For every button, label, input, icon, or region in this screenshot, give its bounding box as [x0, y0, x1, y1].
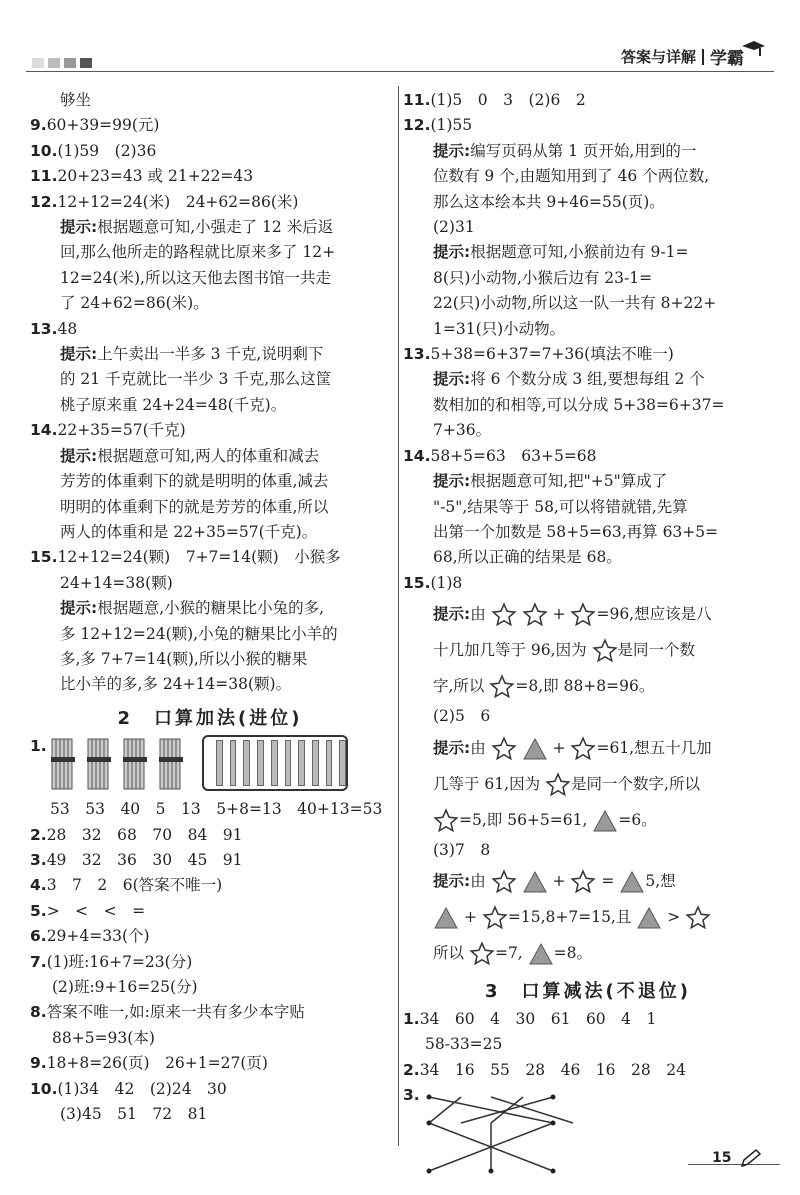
question-number: 15. — [30, 548, 58, 567]
question-number: 15. — [403, 573, 431, 592]
answer-text: (1)8 — [430, 573, 463, 592]
question-number: 3. — [403, 1086, 420, 1105]
question-number: 7. — [30, 952, 47, 971]
answer-text: 12+12=24(颗) 7+7=14(颗) 小猴多 — [57, 548, 341, 567]
hint-text: 明明的体重剩下的就是芳芳的体重,所以 — [60, 497, 329, 516]
question-number: 14. — [403, 446, 431, 465]
answer-text: 88+5=93(本) — [52, 1028, 155, 1047]
hint-text: 两人的体重和是 22+35=57(千克)。 — [60, 522, 318, 541]
triangle-icon — [592, 809, 618, 833]
star-icon — [482, 905, 508, 931]
star-icon — [491, 869, 517, 895]
page-number: 15 — [712, 1150, 732, 1166]
question-number: 8. — [30, 1003, 47, 1022]
header-decoration — [32, 58, 92, 68]
hint-label: 提示: — [60, 218, 98, 237]
triangle-icon — [522, 737, 548, 761]
hint-label: 提示: — [433, 871, 471, 890]
star-icon — [491, 602, 517, 628]
answer-line: 够坐 — [60, 91, 92, 109]
hint-text: 桃子原来重 24+24=48(千克)。 — [60, 395, 287, 414]
hint-text: 由 — [470, 605, 486, 624]
hint-text: 8(只)小动物,小猴后边有 23-1= — [433, 268, 653, 287]
column-divider — [398, 86, 399, 1146]
star-icon — [592, 638, 618, 664]
hint-text: 是同一个数 — [617, 641, 696, 660]
stick-bundle-icon — [86, 737, 112, 791]
answer-text: 答案不唯一,如:原来一共有多少本字贴 — [46, 1003, 305, 1022]
stick-bundle-icon — [122, 737, 148, 791]
triangle-icon — [619, 870, 645, 894]
question-number: 10. — [30, 1079, 58, 1098]
stick-bundle-icon — [158, 737, 184, 791]
hint-label: 提示: — [433, 605, 471, 624]
hint-text: =8。 — [553, 943, 593, 962]
answer-text: (3)45 51 72 81 — [60, 1105, 208, 1124]
stick-bundle-icon — [50, 737, 76, 791]
hint-text: 那么这本绘本共 9+46=55(页)。 — [433, 192, 665, 211]
answer-text: 12+12=24(米) 24+62=86(米) — [57, 192, 299, 211]
question-number: 4. — [30, 876, 47, 895]
question-number: 12. — [30, 192, 58, 211]
star-icon — [545, 772, 571, 798]
hint-text: 根据题意可知,小强走了 12 米后返 — [97, 218, 334, 237]
header-rule — [26, 71, 774, 72]
answer-text: (2)班:9+16=25(分) — [52, 978, 198, 996]
section-title: 2 口算加法(进位) — [117, 707, 303, 729]
hint-label: 提示: — [60, 599, 98, 618]
answer-text: (2)5 6 — [433, 707, 491, 726]
triangle-icon — [528, 942, 554, 966]
hint-text: =96,想应该是八 — [596, 605, 712, 624]
answer-text: 24+14=38(颗) — [60, 573, 173, 592]
hint-text: =5,即 56+5=61, — [459, 810, 588, 829]
answer-text: 49 32 36 30 45 91 — [46, 850, 243, 869]
question-number: 1. — [30, 736, 47, 755]
answer-text: (1)班:16+7=23(分) — [46, 952, 193, 971]
star-icon — [489, 674, 515, 700]
answer-text: 18+8=26(页) 26+1=27(页) — [46, 1054, 268, 1073]
question-number: 3. — [30, 850, 47, 869]
grad-cap-icon — [740, 38, 766, 60]
answer-text: 29+4=33(个) — [46, 927, 150, 946]
question-number: 14. — [30, 421, 58, 440]
hint-text: 12=24(米),所以这天他去图书馆一共走 — [60, 268, 331, 287]
answer-text: 34 16 55 28 46 16 28 24 — [419, 1060, 686, 1079]
hint-text: 5,想 — [645, 871, 676, 890]
answer-text: 5+38=6+37=7+36(填法不唯一) — [430, 345, 674, 364]
answer-text: 3 7 2 6(答案不唯一) — [46, 876, 223, 895]
equals-sign: = — [601, 871, 615, 890]
star-icon — [570, 602, 596, 628]
answer-text: 34 60 4 30 61 60 4 1 — [419, 1009, 657, 1028]
plus-sign: + — [463, 907, 477, 926]
star-icon — [570, 869, 596, 895]
hint-text: 位数有 9 个,由题知用到了 46 个两位数, — [433, 167, 710, 186]
question-number: 11. — [403, 91, 431, 109]
hint-text: 多 12+12=24(颗),小兔的糖果比小羊的 — [60, 624, 338, 643]
hint-text: 是同一个数字,所以 — [571, 774, 700, 793]
greater-than-sign: > — [667, 907, 681, 926]
left-column — [30, 88, 390, 1127]
question-number: 5. — [30, 901, 47, 920]
hint-text: 出第一个加数是 58+5=63,再算 63+5= — [433, 522, 719, 541]
answer-text: (1)5 0 3 (2)6 2 — [430, 91, 586, 109]
header-title: 答案与详解 — [620, 48, 696, 66]
hint-text: 由 — [470, 871, 486, 890]
answer-text: (2)31 — [433, 218, 475, 237]
hint-text: 根据题意可知,把"+5"算成了 — [470, 472, 668, 491]
answer-text: 60+39=99(元) — [46, 116, 160, 135]
star-icon — [491, 736, 517, 762]
hint-text: =8,即 88+8=96。 — [515, 677, 655, 696]
answer-text: 58-33=25 — [425, 1035, 503, 1054]
hint-text: "-5",结果等于 58,可以将错就错,先算 — [433, 497, 688, 516]
hint-text: 根据题意,小猴的糖果比小兔的多, — [97, 599, 325, 618]
question-number: 9. — [30, 1054, 47, 1073]
question-number: 9. — [30, 116, 47, 135]
hint-text: =7, — [494, 943, 523, 962]
triangle-icon — [433, 906, 459, 930]
hint-text: 将 6 个数分成 3 组,要想每组 2 个 — [470, 370, 705, 389]
hint-label: 提示: — [433, 738, 471, 757]
hint-label: 提示: — [433, 141, 471, 160]
matching-lines-diagram — [423, 1087, 583, 1177]
answer-text: (1)55 — [430, 116, 473, 135]
hint-text: 比小羊的多,多 24+14=38(颗)。 — [60, 675, 292, 694]
question-number: 11. — [30, 167, 58, 186]
question-number: 1. — [403, 1009, 420, 1028]
pencil-icon — [740, 1148, 764, 1168]
hint-text: 十几加几等于 96,因为 — [433, 641, 587, 660]
section-title: 3 口算减法(不退位) — [485, 980, 691, 1002]
question-number: 2. — [30, 825, 47, 844]
star-icon — [469, 941, 495, 967]
star-icon — [685, 905, 711, 931]
hint-text: 的 21 千克就比一半少 3 千克,那么这筐 — [60, 370, 332, 389]
header-brand: 学霸 — [710, 49, 744, 69]
answer-text: 22+35=57(千克) — [57, 421, 186, 440]
answer-text: 58+5=63 63+5=68 — [430, 446, 597, 465]
footer-rule — [688, 1164, 780, 1165]
loose-sticks-box — [202, 735, 348, 791]
star-icon — [433, 808, 459, 834]
answer-text: 53 53 40 5 13 5+8=13 40+13=53 — [50, 800, 383, 819]
hint-text: 22(只)小动物,所以这一队一共有 8+22+ — [433, 294, 717, 313]
counting-sticks-figure — [50, 735, 390, 791]
answer-text: 28 32 68 70 84 91 — [46, 825, 243, 844]
answer-text: > < < = — [46, 901, 146, 920]
hint-text: 芳芳的体重剩下的就是明明的体重,减去 — [60, 472, 329, 491]
hint-text: =61,想五十几加 — [596, 738, 712, 757]
hint-text: 由 — [470, 738, 486, 757]
answer-text: 48 — [57, 319, 78, 338]
hint-label: 提示: — [60, 446, 98, 465]
hint-text: 根据题意可知,小猴前边有 9-1= — [470, 243, 689, 262]
star-icon — [522, 602, 548, 628]
hint-label: 提示: — [433, 370, 471, 389]
hint-text: 回,那么他所走的路程就比原来多了 12+ — [60, 243, 336, 262]
question-number: 2. — [403, 1060, 420, 1079]
star-icon — [570, 736, 596, 762]
triangle-icon — [522, 870, 548, 894]
hint-text: 多,多 7+7=14(颗),所以小猴的糖果 — [60, 649, 308, 668]
plus-sign: + — [552, 871, 566, 890]
hint-text: 几等于 61,因为 — [433, 774, 541, 793]
hint-text: 字,所以 — [433, 677, 485, 696]
header-separator — [702, 49, 704, 65]
question-number: 10. — [30, 141, 58, 160]
triangle-icon — [636, 906, 662, 930]
hint-label: 提示: — [433, 472, 471, 491]
hint-text: 68,所以正确的结果是 68。 — [433, 548, 622, 567]
hint-text: 了 24+62=86(米)。 — [60, 294, 209, 313]
hint-text: =6。 — [618, 810, 657, 829]
hint-label: 提示: — [433, 243, 471, 262]
hint-text: 上午卖出一半多 3 千克,说明剩下 — [97, 345, 324, 364]
answer-text: (1)34 42 (2)24 30 — [57, 1079, 227, 1098]
header — [621, 44, 744, 69]
hint-text: 所以 — [433, 943, 465, 962]
hint-text: 数相加的和相等,可以分成 5+38=6+37= — [433, 395, 725, 414]
plus-sign: + — [552, 738, 566, 757]
hint-text: 根据题意可知,两人的体重和减去 — [97, 446, 320, 465]
right-column — [403, 88, 773, 1173]
question-number: 6. — [30, 927, 47, 946]
hint-text: 编写页码从第 1 页开始,用到的一 — [470, 141, 697, 160]
question-number: 13. — [403, 345, 431, 364]
hint-text: 1=31(只)小动物。 — [433, 319, 566, 338]
plus-sign: + — [552, 605, 566, 624]
hint-text: 7+36。 — [433, 421, 492, 440]
answer-text: (3)7 8 — [433, 840, 491, 859]
answer-text: (1)59 (2)36 — [57, 141, 157, 160]
hint-label: 提示: — [60, 345, 98, 364]
question-number: 12. — [403, 116, 431, 135]
hint-text: =15,8+7=15,且 — [507, 907, 632, 926]
answer-text: 20+23=43 或 21+22=43 — [57, 167, 254, 186]
question-number: 13. — [30, 319, 58, 338]
